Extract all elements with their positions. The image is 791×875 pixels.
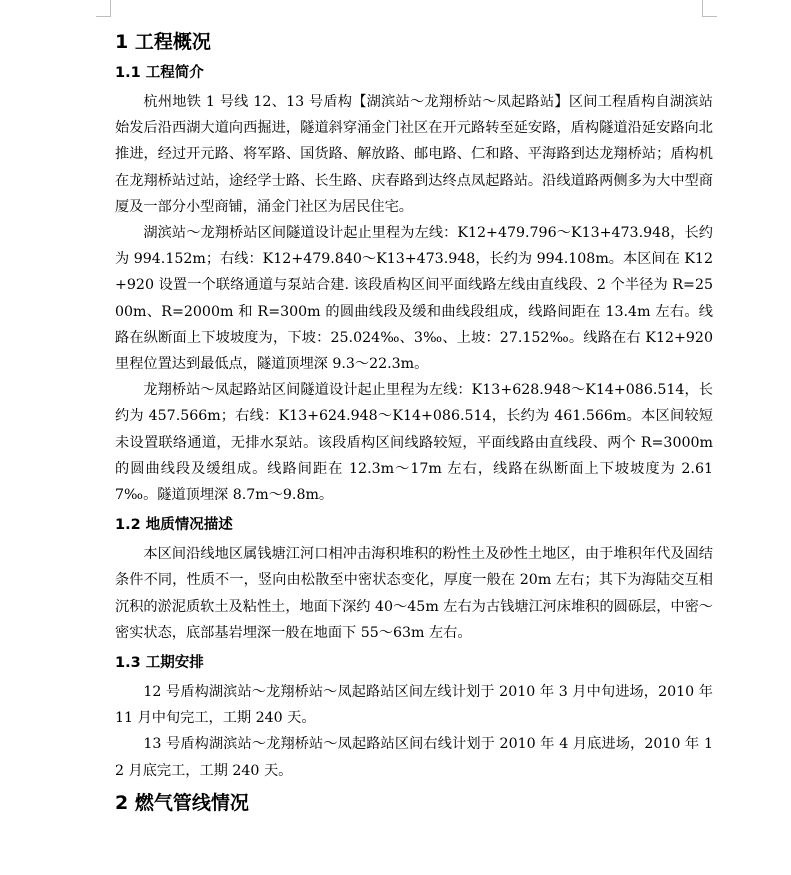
paragraph: 龙翔桥站～凤起路站区间隧道设计起止里程为左线：K13+628.948～K14+086.514，长约为 457.566m；右线：K13+624.948～K14+086.514，长约为 461.566m。本区间较短未设置联络通道，无排水泵站。该段盾构区间线路较短，平面线路由直线段、两个 R=3000m 的圆曲线段及缓组成。线路间距在 12.3m～17m 左右，线路在纵断面上下坡坡度为 2.617‰。隧道顶埋深 8.7m～9.8m。 [115,382,713,504]
page-corner-mark-left [96,0,111,17]
subsection-heading-1-1: 1.1 工程简介 [115,65,204,81]
paragraph: 本区间沿线地区属钱塘江河口相冲击海积堆积的粉性土及砂性土地区，由于堆积年代及固结条件不同，性质不一，竖向由松散至中密状态变化，厚度一般在 20m 左右；其下为海陆交互相沉积的淤泥质软土及粘性土，地面下深约 40～45m 左右为古钱塘江河床堆积的圆砾层，中密～密实状态，底部基岩埋深一般在地面下 55～63m 左右。 [115,546,713,641]
page-corner-mark-right [702,0,717,17]
section-heading-2: 2 燃气管线情况 [115,791,249,814]
document-body [115,28,713,817]
paragraph: 12 号盾构湖滨站～龙翔桥站～凤起路站区间左线计划于 2010 年 3 月中旬进场，2010 年 11 月中旬完工，工期 240 天。 [115,684,713,727]
section-heading-1: 1 工程概况 [115,31,211,53]
paragraph: 杭州地铁 1 号线 12、13 号盾构【湖滨站～龙翔桥站～凤起路站】区间工程盾构自湖滨站始发后沿西湖大道向西掘进，隧道斜穿涌金门社区在开元路转至延安路，盾构隧道沿延安路向北推进，经过开元路、将军路、国货路、解放路、邮电路、仁和路、平海路到达龙翔桥站；盾构机在龙翔桥站过站，途经学士路、长生路、庆春路到达终点凤起路站。沿线道路两侧多为大中型商厦及一部分小型商铺，涌金门社区为居民住宅。 [115,94,713,215]
paragraph: 13 号盾构湖滨站～龙翔桥站～凤起路站区间右线计划于 2010 年 4 月底进场，2010 年 12 月底完工，工期 240 天。 [115,736,713,779]
paragraph: 湖滨站～龙翔桥站区间隧道设计起止里程为左线：K12+479.796～K13+473.948，长约为 994.152m；右线：K12+479.840～K13+473.948，长约为 994.108m。本区间在 K12+920 设置一个联络通道与泵站合建. 该段盾构区间平面线路左线由直线段、2 个半径为 R=2500m、R=2000m 和 R=300m 的圆曲线段及缓和曲线段组成，线路间距在 13.4m 左右。线路在纵断面上下坡坡度为，下坡：25.024‰、3‰、上坡：27.152‰。线路在右 K12+920 里程位置达到最低点，隧道顶埋深 9.3～22.3m。 [115,225,713,373]
subsection-heading-1-2: 1.2 地质情况描述 [115,517,233,534]
subsection-heading-1-3: 1.3 工期安排 [115,655,204,672]
